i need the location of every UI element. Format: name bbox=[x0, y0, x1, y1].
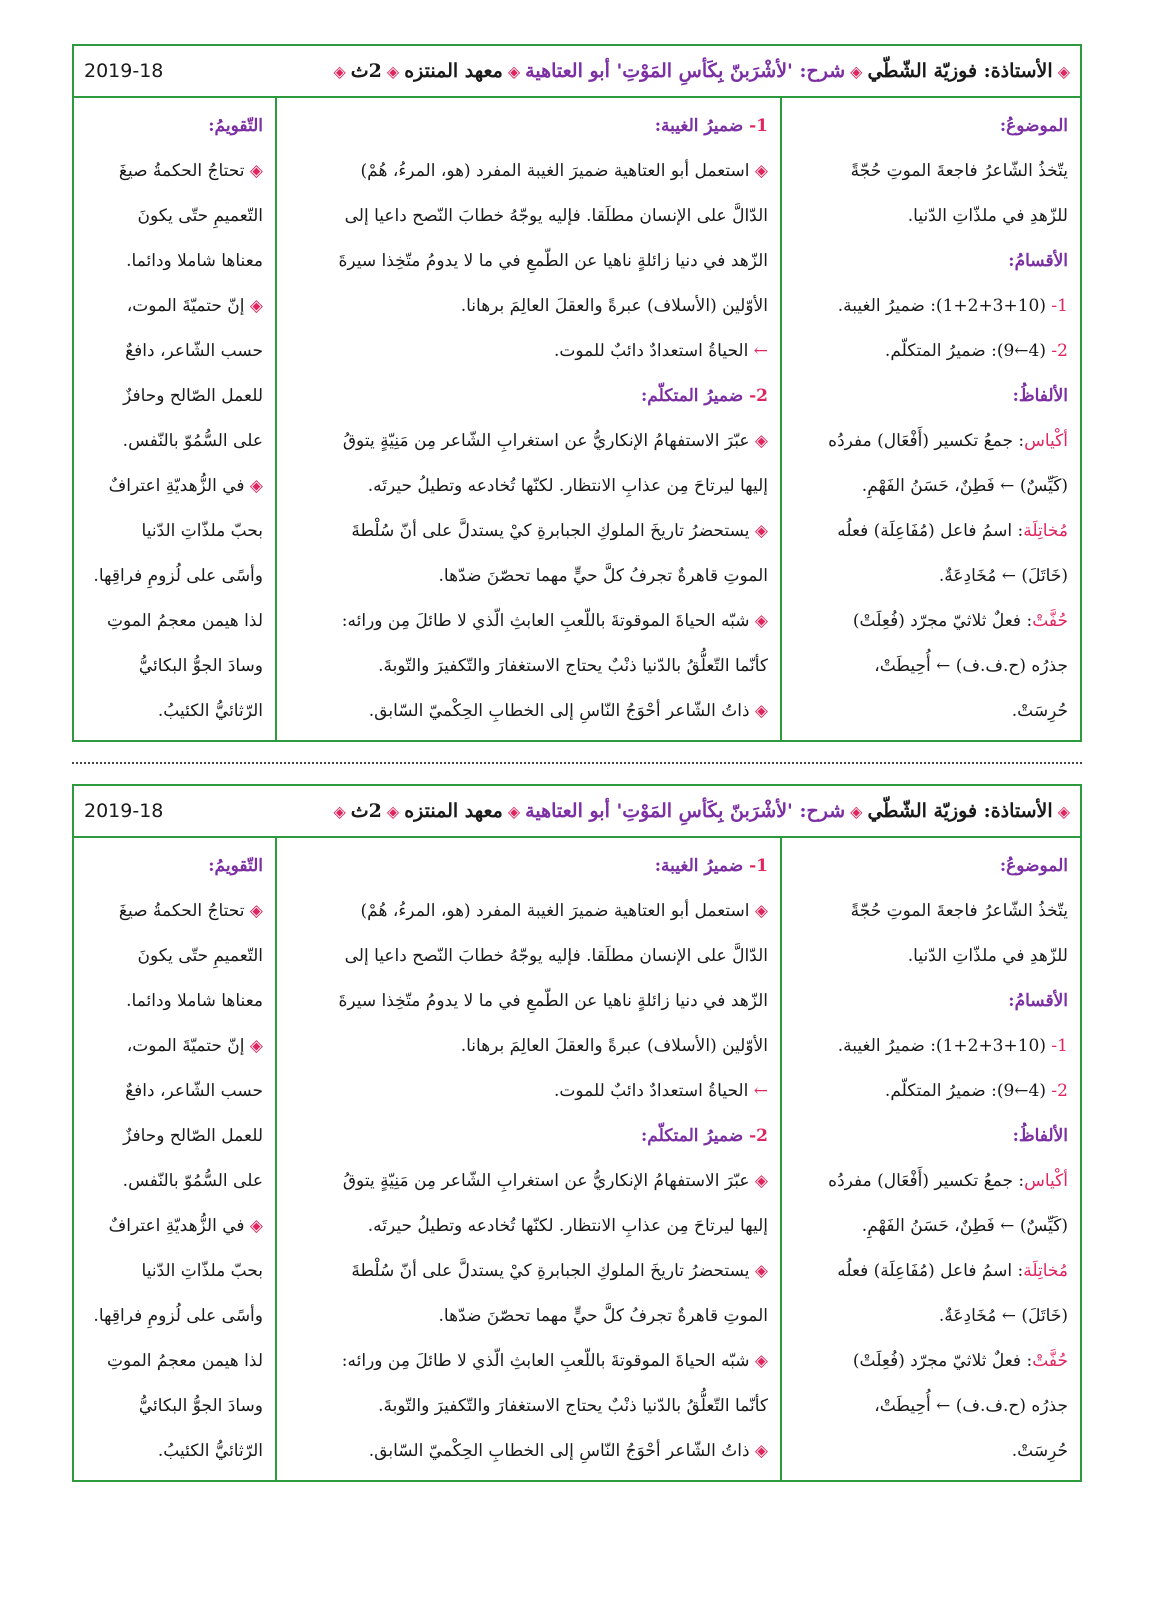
eval-line bbox=[86, 889, 263, 934]
eval-line: الرّثائيُّ الكئيبُ. bbox=[157, 1441, 263, 1461]
cut-line-divider bbox=[72, 762, 1082, 764]
section-heading bbox=[289, 104, 768, 149]
diamond-bullet-icon: ◈ bbox=[749, 431, 768, 451]
part-number: 1- bbox=[1051, 1036, 1068, 1056]
eval-line: على السُّمُوّ بالنّفس. bbox=[122, 1171, 263, 1191]
sheet-header bbox=[74, 46, 1080, 98]
topic-heading: الموضوعُ: bbox=[999, 116, 1068, 136]
eval-line: الرّثائيُّ الكئيبُ. bbox=[157, 701, 263, 721]
analysis-text: ذاتُ الشّاعر أحْوَجُ النّاسِ إلى الخطابِ الحِكْميّ السّابق. bbox=[368, 701, 750, 721]
analysis-text: يستحضرُ تاريخَ الملوكِ الجبابرةِ كيْ يستدلَّ على أنّ سُلْطةَ bbox=[351, 1261, 750, 1281]
word-entry bbox=[794, 509, 1068, 554]
analysis-line bbox=[289, 419, 768, 464]
analysis-text: شبّه الحياةَ الموقوتةَ باللّعبِ العابثِ الّذي لا طائلَ مِن ورائه: bbox=[341, 611, 750, 631]
words-heading: الألفاظُ: bbox=[1012, 386, 1068, 406]
section-number: 1- bbox=[749, 856, 768, 876]
teacher-name: الأستاذة: فوزيّة الشّطّي bbox=[867, 800, 1053, 822]
analysis-line bbox=[289, 1429, 768, 1474]
section-heading bbox=[289, 844, 768, 889]
word-def: : فعلٌ ثلاثيّ مجرّد (فُعِلَتْ) bbox=[852, 611, 1033, 631]
word-def-line: جذرُه (ح.ف.ف) ← أُحِيطَتْ، bbox=[874, 656, 1068, 676]
analysis-line: الدّالَّ على الإنسان مطلَقا. فإليه يوجّهُ خطابَ النّصح داعيا إلى bbox=[344, 946, 768, 966]
analysis-line: الزّهد في دنيا زائلةٍ ناهيا عن الطّمعِ في ما لا يدومُ متّخِذا سيرةَ bbox=[338, 991, 768, 1011]
analysis-line: الموتِ قاهرةٌ تجرفُ كلَّ حيٍّ مهما تحصّنَ ضدّها. bbox=[438, 1306, 768, 1326]
diamond-bullet-icon: ◈ bbox=[244, 161, 263, 181]
diamond-bullet-icon: ◈ bbox=[244, 1036, 263, 1056]
word-def-line: (خَاتَلَ) ← مُخَادِعَةٌ. bbox=[938, 1306, 1068, 1326]
eval-line bbox=[86, 1204, 263, 1249]
word-def-line: (خَاتَلَ) ← مُخَادِعَةٌ. bbox=[938, 566, 1068, 586]
lesson-title: شرح: 'لأشْرَبنّ بِكَأسِ المَوْتِ' أبو العتاهية bbox=[525, 800, 846, 822]
lesson-title: شرح: 'لأشْرَبنّ بِكَأسِ المَوْتِ' أبو العتاهية bbox=[525, 60, 846, 82]
eval-line: بحبّ ملذّاتِ الدّنيا bbox=[141, 521, 263, 541]
diamond-bullet-icon: ◈ bbox=[244, 901, 263, 921]
eval-text: تحتاجُ الحكمةُ صيغَ bbox=[118, 901, 245, 921]
conclusion-line bbox=[289, 329, 768, 374]
institute-name: معهد المنتزه bbox=[404, 800, 503, 822]
analysis-column bbox=[275, 838, 780, 1482]
eval-text: في الزُّهديّةِ اعترافٌ bbox=[108, 1216, 245, 1236]
eval-text: في الزُّهديّةِ اعترافٌ bbox=[108, 476, 245, 496]
section-number: 2- bbox=[749, 386, 768, 406]
section-title: ضميرُ المتكلّم: bbox=[641, 386, 744, 406]
topic-line: للزّهدِ في ملذّاتِ الدّنيا. bbox=[907, 206, 1068, 226]
eval-line: لذا هيمن معجمُ الموتِ bbox=[106, 1351, 263, 1371]
diamond-bullet-icon: ◈ bbox=[749, 521, 768, 541]
analysis-text: يستحضرُ تاريخَ الملوكِ الجبابرةِ كيْ يستدلَّ على أنّ سُلْطةَ bbox=[351, 521, 750, 541]
conclusion-line bbox=[289, 1069, 768, 1114]
diamond-bullet-icon: ◈ bbox=[507, 61, 521, 81]
part-number: 1- bbox=[1051, 296, 1068, 316]
diamond-bullet-icon: ◈ bbox=[1057, 61, 1070, 81]
analysis-text: عبّرَ الاستفهامُ الإنكاريُّ عن استغرابِ الشّاعر مِن مَنِيّةٍ يتوقُ bbox=[342, 431, 750, 451]
part-text: (4←9): ضميرُ المتكلّم. bbox=[884, 341, 1047, 361]
diamond-bullet-icon: ◈ bbox=[749, 701, 768, 721]
eval-line: التّعميمِ حتّى يكونَ bbox=[137, 946, 263, 966]
analysis-column bbox=[275, 98, 780, 742]
eval-line: حسب الشّاعر، دافعٌ bbox=[125, 341, 263, 361]
eval-line: وأسًى على لُزومِ فراقِها. bbox=[93, 1306, 263, 1326]
eval-line bbox=[86, 284, 263, 329]
analysis-line bbox=[289, 1339, 768, 1384]
word-def-line: جذرُه (ح.ف.ف) ← أُحِيطَتْ، bbox=[874, 1396, 1068, 1416]
eval-line: بحبّ ملذّاتِ الدّنيا bbox=[141, 1261, 263, 1281]
eval-line bbox=[86, 1024, 263, 1069]
diamond-bullet-icon: ◈ bbox=[749, 1441, 768, 1461]
section-number: 2- bbox=[749, 1126, 768, 1146]
part-text: (1+2+3+10): ضميرُ الغيبة. bbox=[837, 296, 1047, 316]
part-item bbox=[794, 1069, 1068, 1114]
eval-line: حسب الشّاعر، دافعٌ bbox=[125, 1081, 263, 1101]
date-label: 2019-18 bbox=[84, 800, 164, 822]
diamond-bullet-icon: ◈ bbox=[850, 61, 863, 81]
parts-heading: الأقسامُ: bbox=[1008, 251, 1068, 271]
section-heading bbox=[289, 1114, 768, 1159]
diamond-bullet-icon: ◈ bbox=[749, 1171, 768, 1191]
eval-line bbox=[86, 149, 263, 194]
analysis-text: استعمل أبو العتاهية ضميرَ الغيبة المفرد (هو، المرءُ، هُمْ) bbox=[360, 901, 750, 921]
diamond-bullet-icon: ◈ bbox=[850, 801, 863, 821]
analysis-line: الأوّلين (الأسلاف) عبرةً والعقلَ العالِمَ برهانا. bbox=[460, 1036, 768, 1056]
topic-line: يتّخذُ الشّاعرُ فاجعةَ الموتِ حُجّةً bbox=[850, 901, 1068, 921]
word-def-line: حُرِسَتْ. bbox=[1011, 1441, 1068, 1461]
part-item bbox=[794, 1024, 1068, 1069]
eval-line: التّعميمِ حتّى يكونَ bbox=[137, 206, 263, 226]
analysis-text: شبّه الحياةَ الموقوتةَ باللّعبِ العابثِ الّذي لا طائلَ مِن ورائه: bbox=[341, 1351, 750, 1371]
left-arrow-icon: ← bbox=[748, 1081, 768, 1101]
analysis-line: كأنّما التّعلُّقُ بالدّنيا ذنْبٌ يحتاج الاستغفارَ والتّكفيرَ والتّوبةَ. bbox=[378, 656, 768, 676]
diamond-bullet-icon: ◈ bbox=[333, 61, 346, 81]
evaluation-column bbox=[74, 98, 275, 742]
analysis-line bbox=[289, 1159, 768, 1204]
analysis-text: ذاتُ الشّاعر أحْوَجُ النّاسِ إلى الخطابِ الحِكْميّ السّابق. bbox=[368, 1441, 750, 1461]
conclusion-text: الحياةُ استعدادٌ دائبٌ للموت. bbox=[553, 1081, 749, 1101]
word-entry bbox=[794, 419, 1068, 464]
topic-column bbox=[780, 838, 1080, 1482]
date-label: 2019-18 bbox=[84, 60, 164, 82]
worksheet-top bbox=[72, 44, 1082, 742]
word-term: حُفَّتْ bbox=[1032, 611, 1068, 631]
diamond-bullet-icon: ◈ bbox=[333, 801, 346, 821]
word-def: : جمعُ تكسير (أَفْعَال) مفردُه bbox=[828, 1171, 1025, 1191]
analysis-line bbox=[289, 889, 768, 934]
topic-heading: الموضوعُ: bbox=[999, 856, 1068, 876]
eval-line: معناها شاملا ودائما. bbox=[126, 991, 263, 1011]
eval-line: لذا هيمن معجمُ الموتِ bbox=[106, 611, 263, 631]
part-item bbox=[794, 329, 1068, 374]
parts-heading: الأقسامُ: bbox=[1008, 991, 1068, 1011]
sheet-header bbox=[74, 786, 1080, 838]
conclusion-text: الحياةُ استعدادٌ دائبٌ للموت. bbox=[553, 341, 749, 361]
analysis-line: الموتِ قاهرةٌ تجرفُ كلَّ حيٍّ مهما تحصّنَ ضدّها. bbox=[438, 566, 768, 586]
diamond-bullet-icon: ◈ bbox=[1057, 801, 1070, 821]
analysis-line bbox=[289, 149, 768, 194]
analysis-line: الدّالَّ على الإنسان مطلَقا. فإليه يوجّهُ خطابَ النّصح داعيا إلى bbox=[344, 206, 768, 226]
diamond-bullet-icon: ◈ bbox=[386, 61, 400, 81]
word-term: أكْياس bbox=[1024, 1171, 1068, 1191]
diamond-bullet-icon: ◈ bbox=[244, 296, 263, 316]
evaluation-heading: التّقويمُ: bbox=[208, 116, 263, 136]
worksheet-bottom bbox=[72, 784, 1082, 1482]
grade-label: 2ث bbox=[350, 800, 382, 822]
word-def-line: حُرِسَتْ. bbox=[1011, 701, 1068, 721]
word-term: مُخاتِلَة bbox=[1023, 1261, 1068, 1281]
eval-text: إنّ حتميّةَ الموت، bbox=[126, 296, 245, 316]
diamond-bullet-icon: ◈ bbox=[749, 611, 768, 631]
analysis-text: عبّرَ الاستفهامُ الإنكاريُّ عن استغرابِ الشّاعر مِن مَنِيّةٍ يتوقُ bbox=[342, 1171, 750, 1191]
diamond-bullet-icon: ◈ bbox=[386, 801, 400, 821]
left-arrow-icon: ← bbox=[748, 341, 768, 361]
analysis-line bbox=[289, 689, 768, 734]
eval-line: للعمل الصّالح وحافزٌ bbox=[123, 386, 263, 406]
word-def-line: (كَيِّسٌ) ← فَطِنٌ، حَسَنُ الفَهْمِ. bbox=[861, 1216, 1068, 1236]
analysis-line: إليها ليرتاحَ مِن عذابِ الانتظار. لكنّها تُخادعه وتطيلُ حيرتَه. bbox=[367, 1216, 768, 1236]
part-number: 2- bbox=[1051, 1081, 1068, 1101]
eval-line: وسادَ الجوُّ البكائيُّ bbox=[138, 656, 263, 676]
diamond-bullet-icon: ◈ bbox=[749, 1351, 768, 1371]
diamond-bullet-icon: ◈ bbox=[749, 161, 768, 181]
section-title: ضميرُ المتكلّم: bbox=[641, 1126, 744, 1146]
analysis-line bbox=[289, 599, 768, 644]
word-def: : جمعُ تكسير (أَفْعَال) مفردُه bbox=[828, 431, 1025, 451]
institute-name: معهد المنتزه bbox=[404, 60, 503, 82]
section-title: ضميرُ الغيبة: bbox=[654, 116, 744, 136]
word-term: مُخاتِلَة bbox=[1023, 521, 1068, 541]
diamond-bullet-icon: ◈ bbox=[244, 476, 263, 496]
diamond-bullet-icon: ◈ bbox=[244, 1216, 263, 1236]
topic-column bbox=[780, 98, 1080, 742]
diamond-bullet-icon: ◈ bbox=[507, 801, 521, 821]
eval-line: وسادَ الجوُّ البكائيُّ bbox=[138, 1396, 263, 1416]
words-heading: الألفاظُ: bbox=[1012, 1126, 1068, 1146]
analysis-line bbox=[289, 509, 768, 554]
analysis-line bbox=[289, 1249, 768, 1294]
word-def-line: (كَيِّسٌ) ← فَطِنٌ، حَسَنُ الفَهْمِ. bbox=[861, 476, 1068, 496]
part-text: (4←9): ضميرُ المتكلّم. bbox=[884, 1081, 1047, 1101]
diamond-bullet-icon: ◈ bbox=[749, 1261, 768, 1281]
word-term: حُفَّتْ bbox=[1032, 1351, 1068, 1371]
eval-line bbox=[86, 464, 263, 509]
eval-line: للعمل الصّالح وحافزٌ bbox=[123, 1126, 263, 1146]
part-item bbox=[794, 284, 1068, 329]
grade-label: 2ث bbox=[350, 60, 382, 82]
eval-text: تحتاجُ الحكمةُ صيغَ bbox=[118, 161, 245, 181]
eval-line: على السُّمُوّ بالنّفس. bbox=[122, 431, 263, 451]
word-term: أكْياس bbox=[1024, 431, 1068, 451]
section-title: ضميرُ الغيبة: bbox=[654, 856, 744, 876]
section-heading bbox=[289, 374, 768, 419]
word-entry bbox=[794, 1339, 1068, 1384]
eval-text: إنّ حتميّةَ الموت، bbox=[126, 1036, 245, 1056]
topic-line: يتّخذُ الشّاعرُ فاجعةَ الموتِ حُجّةً bbox=[850, 161, 1068, 181]
evaluation-column bbox=[74, 838, 275, 1482]
topic-line: للزّهدِ في ملذّاتِ الدّنيا. bbox=[907, 946, 1068, 966]
word-entry bbox=[794, 599, 1068, 644]
part-number: 2- bbox=[1051, 341, 1068, 361]
teacher-name: الأستاذة: فوزيّة الشّطّي bbox=[867, 60, 1053, 82]
analysis-text: استعمل أبو العتاهية ضميرَ الغيبة المفرد (هو، المرءُ، هُمْ) bbox=[360, 161, 750, 181]
section-number: 1- bbox=[749, 116, 768, 136]
analysis-line: كأنّما التّعلُّقُ بالدّنيا ذنْبٌ يحتاج الاستغفارَ والتّكفيرَ والتّوبةَ. bbox=[378, 1396, 768, 1416]
analysis-line: الأوّلين (الأسلاف) عبرةً والعقلَ العالِمَ برهانا. bbox=[460, 296, 768, 316]
analysis-line: الزّهد في دنيا زائلةٍ ناهيا عن الطّمعِ في ما لا يدومُ متّخِذا سيرةَ bbox=[338, 251, 768, 271]
word-entry bbox=[794, 1159, 1068, 1204]
part-text: (1+2+3+10): ضميرُ الغيبة. bbox=[837, 1036, 1047, 1056]
diamond-bullet-icon: ◈ bbox=[749, 901, 768, 921]
eval-line: وأسًى على لُزومِ فراقِها. bbox=[93, 566, 263, 586]
word-def: : فعلٌ ثلاثيّ مجرّد (فُعِلَتْ) bbox=[852, 1351, 1033, 1371]
word-def: : اسمُ فاعل (مُفَاعِلَة) فعلُه bbox=[837, 521, 1024, 541]
evaluation-heading: التّقويمُ: bbox=[208, 856, 263, 876]
word-def: : اسمُ فاعل (مُفَاعِلَة) فعلُه bbox=[837, 1261, 1024, 1281]
analysis-line: إليها ليرتاحَ مِن عذابِ الانتظار. لكنّها تُخادعه وتطيلُ حيرتَه. bbox=[367, 476, 768, 496]
eval-line: معناها شاملا ودائما. bbox=[126, 251, 263, 271]
word-entry bbox=[794, 1249, 1068, 1294]
